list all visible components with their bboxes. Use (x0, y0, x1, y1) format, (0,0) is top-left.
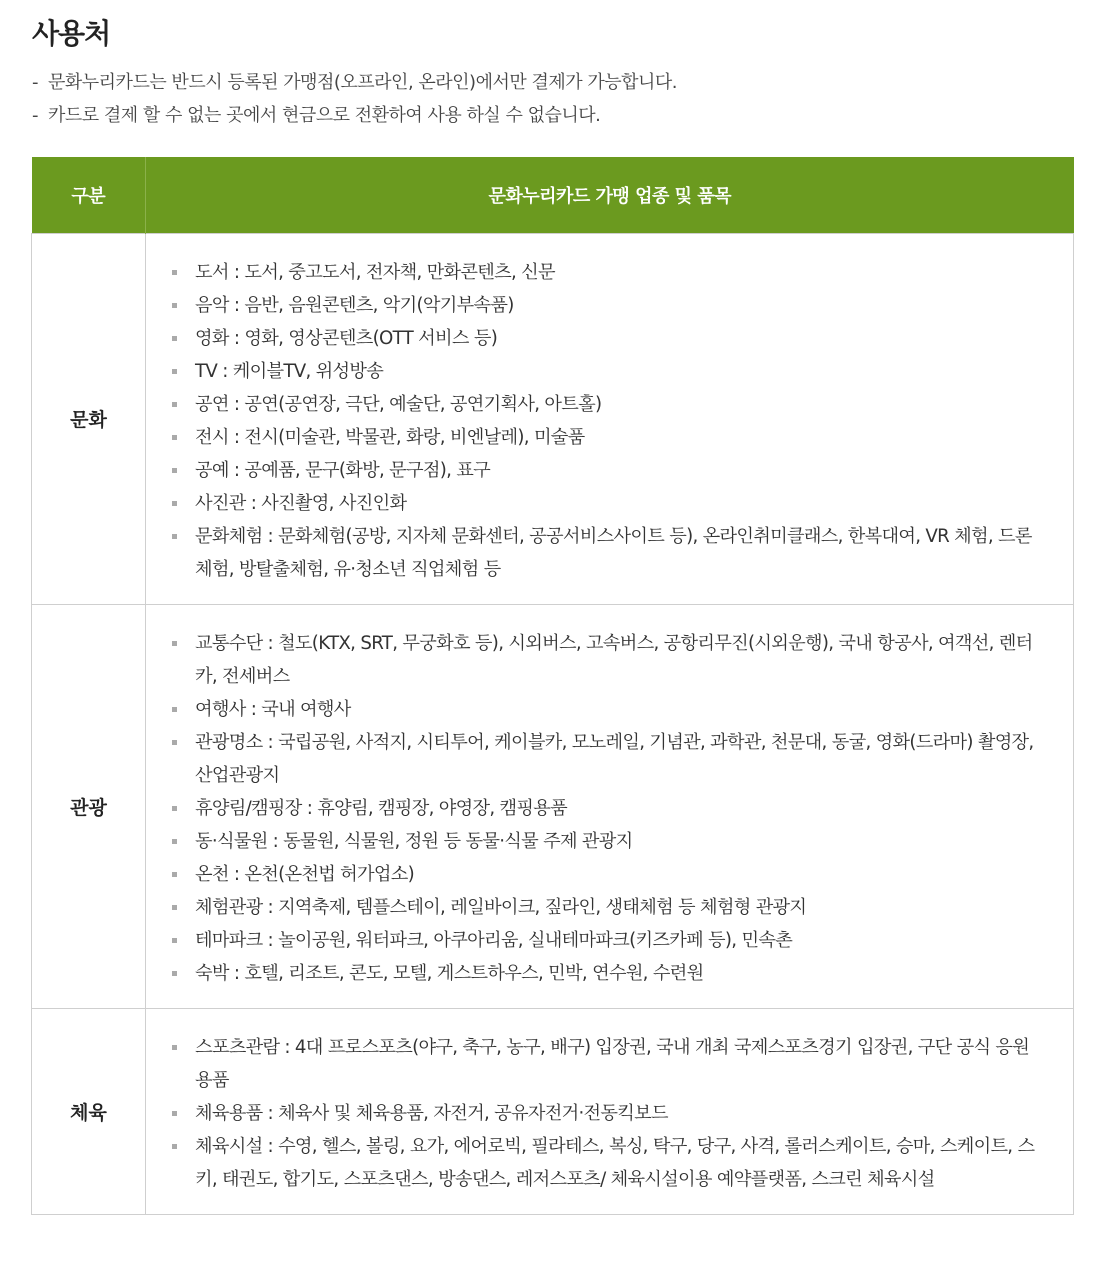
square-bullet-icon (172, 806, 177, 811)
list-item-text: 휴양림/캠핑장 : 휴양림, 캠핑장, 야영장, 캠핑용품 (195, 797, 568, 819)
note-dash: - (32, 105, 38, 126)
square-bullet-icon (172, 1144, 177, 1149)
square-bullet-icon (172, 336, 177, 341)
list-item (172, 322, 1045, 355)
square-bullet-icon (172, 872, 177, 877)
list-item-text: 숙박 : 호텔, 리조트, 콘도, 모텔, 게스트하우스, 민박, 연수원, 수련원 (195, 962, 704, 984)
square-bullet-icon (172, 501, 177, 506)
square-bullet-icon (172, 839, 177, 844)
list-item-text: 영화 : 영화, 영상콘텐츠(OTT 서비스 등) (195, 327, 498, 349)
square-bullet-icon (172, 369, 177, 374)
items-cell (146, 1008, 1074, 1214)
list-item-text: 문화체험 : 문화체험(공방, 지자체 문화센터, 공공서비스사이트 등), 온라인취미클래스, 한복대여, VR 체험, 드론체험, 방탈출체험, 유·청소년 직업체험 등 (195, 525, 1032, 580)
list-item-text: 음악 : 음반, 음원콘텐츠, 악기(악기부속품) (195, 294, 514, 316)
item-list (172, 256, 1045, 586)
list-item (172, 355, 1045, 388)
table-row (32, 233, 1074, 604)
item-list (172, 627, 1045, 990)
list-item-text: 동·식물원 : 동물원, 식물원, 정원 등 동물·식물 주제 관광지 (195, 830, 633, 852)
list-item (172, 858, 1045, 891)
item-list (172, 1031, 1045, 1196)
list-item (172, 924, 1045, 957)
square-bullet-icon (172, 1045, 177, 1050)
list-item (172, 726, 1045, 792)
list-item-text: 여행사 : 국내 여행사 (195, 698, 351, 720)
square-bullet-icon (172, 303, 177, 308)
list-item-text: 온천 : 온천(온천법 허가업소) (195, 863, 415, 885)
list-item-text: 테마파크 : 놀이공원, 워터파크, 아쿠아리움, 실내테마파크(키즈카페 등), 민속촌 (195, 929, 793, 951)
list-item-text: 사진관 : 사진촬영, 사진인화 (195, 492, 407, 514)
header-category: 구분 (32, 157, 146, 233)
items-cell (146, 233, 1074, 604)
list-item (172, 693, 1045, 726)
list-item (172, 825, 1045, 858)
list-item-text: TV : 케이블TV, 위성방송 (195, 360, 384, 382)
list-item-text: 체험관광 : 지역축제, 템플스테이, 레일바이크, 짚라인, 생태체험 등 체험형 관광지 (195, 896, 807, 918)
usage-table (31, 157, 1074, 1215)
list-item (172, 454, 1045, 487)
list-item (172, 421, 1045, 454)
square-bullet-icon (172, 270, 177, 275)
list-item (172, 792, 1045, 825)
list-item-text: 전시 : 전시(미술관, 박물관, 화랑, 비엔날레), 미술품 (195, 426, 585, 448)
list-item (172, 891, 1045, 924)
notes (32, 66, 677, 132)
list-item-text: 스포츠관람 : 4대 프로스포츠(야구, 축구, 농구, 배구) 입장권, 국내 개최 국제스포츠경기 입장권, 구단 공식 응원용품 (195, 1036, 1030, 1091)
square-bullet-icon (172, 971, 177, 976)
list-item-text: 체육용품 : 체육사 및 체육용품, 자전거, 공유자전거·전동킥보드 (195, 1102, 668, 1124)
note-text: 카드로 결제 할 수 없는 곳에서 현금으로 전환하여 사용 하실 수 없습니다. (48, 105, 601, 126)
list-item-text: 도서 : 도서, 중고도서, 전자책, 만화콘텐츠, 신문 (195, 261, 555, 283)
list-item (172, 520, 1045, 586)
list-item (172, 487, 1045, 520)
category-cell: 관광 (32, 604, 146, 1008)
list-item (172, 289, 1045, 322)
square-bullet-icon (172, 641, 177, 646)
list-item-text: 체육시설 : 수영, 헬스, 볼링, 요가, 에어로빅, 필라테스, 복싱, 탁구, 당구, 사격, 롤러스케이트, 승마, 스케이트, 스키, 태권도, 합기도, 스포츠댄스, 방송댄스, 레저스포츠/ 체육시설이용 예약플랫폼, 스크린 체육시설 (195, 1135, 1035, 1190)
items-cell (146, 604, 1074, 1008)
list-item-text: 관광명소 : 국립공원, 사적지, 시티투어, 케이블카, 모노레일, 기념관, 과학관, 천문대, 동굴, 영화(드라마) 촬영장, 산업관광지 (195, 731, 1034, 786)
list-item (172, 1031, 1045, 1097)
note-text: 문화누리카드는 반드시 등록된 가맹점(오프라인, 온라인)에서만 결제가 가능합니다. (48, 72, 678, 93)
note-item (32, 66, 677, 99)
page-title: 사용처 (32, 17, 111, 50)
note-item (32, 99, 677, 132)
list-item (172, 256, 1045, 289)
list-item-text: 공연 : 공연(공연장, 극단, 예술단, 공연기획사, 아트홀) (195, 393, 602, 415)
note-dash: - (32, 72, 38, 93)
square-bullet-icon (172, 1111, 177, 1116)
square-bullet-icon (172, 468, 177, 473)
table-header-row (32, 157, 1074, 233)
list-item-text: 교통수단 : 철도(KTX, SRT, 무궁화호 등), 시외버스, 고속버스, 공항리무진(시외운행), 국내 항공사, 여객선, 렌터카, 전세버스 (195, 632, 1033, 687)
list-item (172, 1130, 1045, 1196)
table-body (32, 233, 1074, 1214)
list-item (172, 627, 1045, 693)
list-item (172, 388, 1045, 421)
square-bullet-icon (172, 938, 177, 943)
list-item (172, 1097, 1045, 1130)
list-item-text: 공예 : 공예품, 문구(화방, 문구점), 표구 (195, 459, 491, 481)
square-bullet-icon (172, 905, 177, 910)
category-cell: 문화 (32, 233, 146, 604)
square-bullet-icon (172, 740, 177, 745)
square-bullet-icon (172, 435, 177, 440)
square-bullet-icon (172, 534, 177, 539)
list-item (172, 957, 1045, 990)
category-cell: 체육 (32, 1008, 146, 1214)
square-bullet-icon (172, 707, 177, 712)
header-items: 문화누리카드 가맹 업종 및 품목 (146, 157, 1074, 233)
square-bullet-icon (172, 402, 177, 407)
table-row (32, 604, 1074, 1008)
table-row (32, 1008, 1074, 1214)
